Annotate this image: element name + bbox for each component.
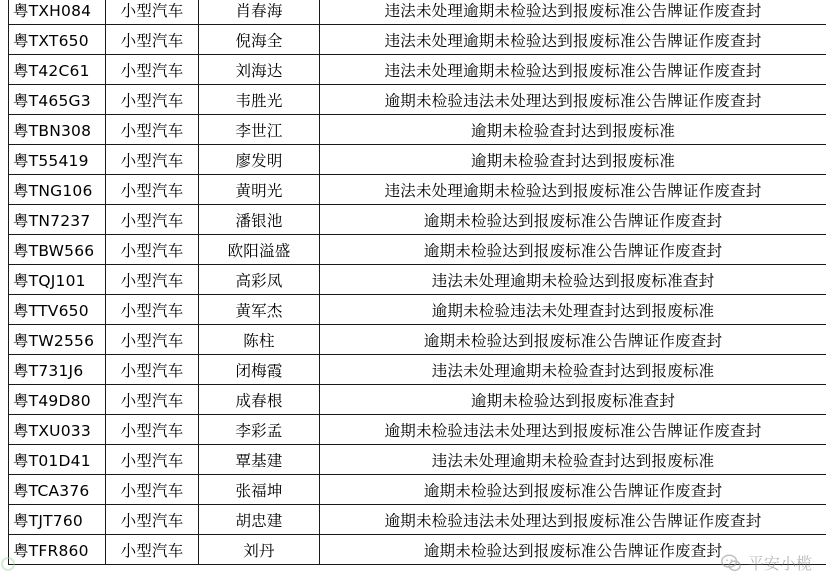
table-row	[9, 25, 826, 55]
table-row	[9, 205, 826, 235]
plate-cell: 粤T49D80	[9, 385, 106, 415]
vehicle-type-cell: 小型汽车	[106, 505, 199, 535]
owner-cell: 李彩孟	[199, 415, 320, 445]
plate-cell: 粤T42C61	[9, 55, 106, 85]
table-row	[9, 235, 826, 265]
vehicle-type-cell: 小型汽车	[106, 55, 199, 85]
status-cell: 违法未处理逾期未检验达到报废标准公告牌证作废查封	[320, 25, 826, 55]
owner-cell: 欧阳溢盛	[199, 235, 320, 265]
owner-cell: 覃基建	[199, 445, 320, 475]
vehicle-type-cell: 小型汽车	[106, 355, 199, 385]
vehicle-type-cell: 小型汽车	[106, 0, 199, 25]
faint-edge-mark-icon	[0, 556, 16, 572]
status-cell: 违法未处理逾期未检验查封达到报废标准	[320, 445, 826, 475]
vehicle-type-cell: 小型汽车	[106, 145, 199, 175]
plate-cell: 粤TW2556	[9, 325, 106, 355]
status-cell: 违法未处理逾期未检验达到报废标准公告牌证作废查封	[320, 0, 826, 25]
table-row	[9, 295, 826, 325]
status-cell: 违法未处理逾期未检验达到报废标准公告牌证作废查封	[320, 55, 826, 85]
owner-cell: 韦胜光	[199, 85, 320, 115]
vehicle-type-cell: 小型汽车	[106, 415, 199, 445]
owner-cell: 刘海达	[199, 55, 320, 85]
status-cell: 逾期未检验达到报废标准查封	[320, 385, 826, 415]
table-row	[9, 415, 826, 445]
table-row	[9, 385, 826, 415]
status-cell: 逾期未检验违法未处理达到报废标准公告牌证作废查封	[320, 505, 826, 535]
status-cell: 逾期未检验查封达到报废标准	[320, 145, 826, 175]
owner-cell: 廖发明	[199, 145, 320, 175]
vehicle-type-cell: 小型汽车	[106, 25, 199, 55]
plate-cell: 粤TXT650	[9, 25, 106, 55]
vehicle-type-cell: 小型汽车	[106, 475, 199, 505]
vehicle-type-cell: 小型汽车	[106, 85, 199, 115]
table-row	[9, 265, 826, 295]
plate-cell: 粤TFR860	[9, 535, 106, 565]
status-cell: 违法未处理逾期未检验查封达到报废标准	[320, 355, 826, 385]
owner-cell: 黄军杰	[199, 295, 320, 325]
status-cell: 逾期未检验违法未处理达到报废标准公告牌证作废查封	[320, 415, 826, 445]
table-row	[9, 535, 826, 565]
status-cell: 逾期未检验违法未处理达到报废标准公告牌证作废查封	[320, 85, 826, 115]
owner-cell: 张福坤	[199, 475, 320, 505]
plate-cell: 粤TBN308	[9, 115, 106, 145]
owner-cell: 倪海全	[199, 25, 320, 55]
status-cell: 逾期未检验查封达到报废标准	[320, 115, 826, 145]
owner-cell: 李世江	[199, 115, 320, 145]
status-cell: 逾期未检验违法未处理查封达到报废标准	[320, 295, 826, 325]
table-row	[9, 175, 826, 205]
plate-cell: 粤TTV650	[9, 295, 106, 325]
vehicle-type-cell: 小型汽车	[106, 535, 199, 565]
owner-cell: 闭梅霞	[199, 355, 320, 385]
owner-cell: 陈柱	[199, 325, 320, 355]
table-row	[9, 355, 826, 385]
status-cell: 逾期未检验达到报废标准公告牌证作废查封	[320, 475, 826, 505]
owner-cell: 刘丹	[199, 535, 320, 565]
table-row	[9, 115, 826, 145]
status-cell: 逾期未检验达到报废标准公告牌证作废查封	[320, 325, 826, 355]
vehicle-type-cell: 小型汽车	[106, 445, 199, 475]
table-row	[9, 505, 826, 535]
plate-cell: 粤TJT760	[9, 505, 106, 535]
table-row	[9, 445, 826, 475]
owner-cell: 胡忠建	[199, 505, 320, 535]
status-cell: 违法未处理逾期未检验达到报废标准公告牌证作废查封	[320, 175, 826, 205]
vehicle-type-cell: 小型汽车	[106, 205, 199, 235]
vehicle-type-cell: 小型汽车	[106, 115, 199, 145]
owner-cell: 成春根	[199, 385, 320, 415]
plate-cell: 粤TXU033	[9, 415, 106, 445]
owner-cell: 黄明光	[199, 175, 320, 205]
status-cell: 违法未处理逾期未检验达到报废标准查封	[320, 265, 826, 295]
plate-cell: 粤TXH084	[9, 0, 106, 25]
table-body	[9, 0, 826, 565]
status-cell: 逾期未检验达到报废标准公告牌证作废查封	[320, 205, 826, 235]
plate-cell: 粤T731J6	[9, 355, 106, 385]
owner-cell: 高彩凤	[199, 265, 320, 295]
watermark-text: 平安小榄	[747, 554, 812, 573]
table-row	[9, 55, 826, 85]
vehicle-records-table	[8, 0, 826, 565]
plate-cell: 粤T01D41	[9, 445, 106, 475]
vehicle-type-cell: 小型汽车	[106, 325, 199, 355]
table-row	[9, 85, 826, 115]
owner-cell: 潘银池	[199, 205, 320, 235]
table-row	[9, 145, 826, 175]
table-row	[9, 325, 826, 355]
table-row	[9, 475, 826, 505]
status-cell: 逾期未检验达到报废标准公告牌证作废查封	[320, 535, 826, 565]
plate-cell: 粤TN7237	[9, 205, 106, 235]
status-cell: 逾期未检验达到报废标准公告牌证作废查封	[320, 235, 826, 265]
vehicle-type-cell: 小型汽车	[106, 385, 199, 415]
plate-cell: 粤T465G3	[9, 85, 106, 115]
vehicle-type-cell: 小型汽车	[106, 175, 199, 205]
plate-cell: 粤TNG106	[9, 175, 106, 205]
plate-cell: 粤TQJ101	[9, 265, 106, 295]
plate-cell: 粤TBW566	[9, 235, 106, 265]
table-row	[9, 0, 826, 25]
vehicle-type-cell: 小型汽车	[106, 235, 199, 265]
plate-cell: 粤T55419	[9, 145, 106, 175]
vehicle-type-cell: 小型汽车	[106, 265, 199, 295]
vehicle-type-cell: 小型汽车	[106, 295, 199, 325]
owner-cell: 肖春海	[199, 0, 320, 25]
plate-cell: 粤TCA376	[9, 475, 106, 505]
